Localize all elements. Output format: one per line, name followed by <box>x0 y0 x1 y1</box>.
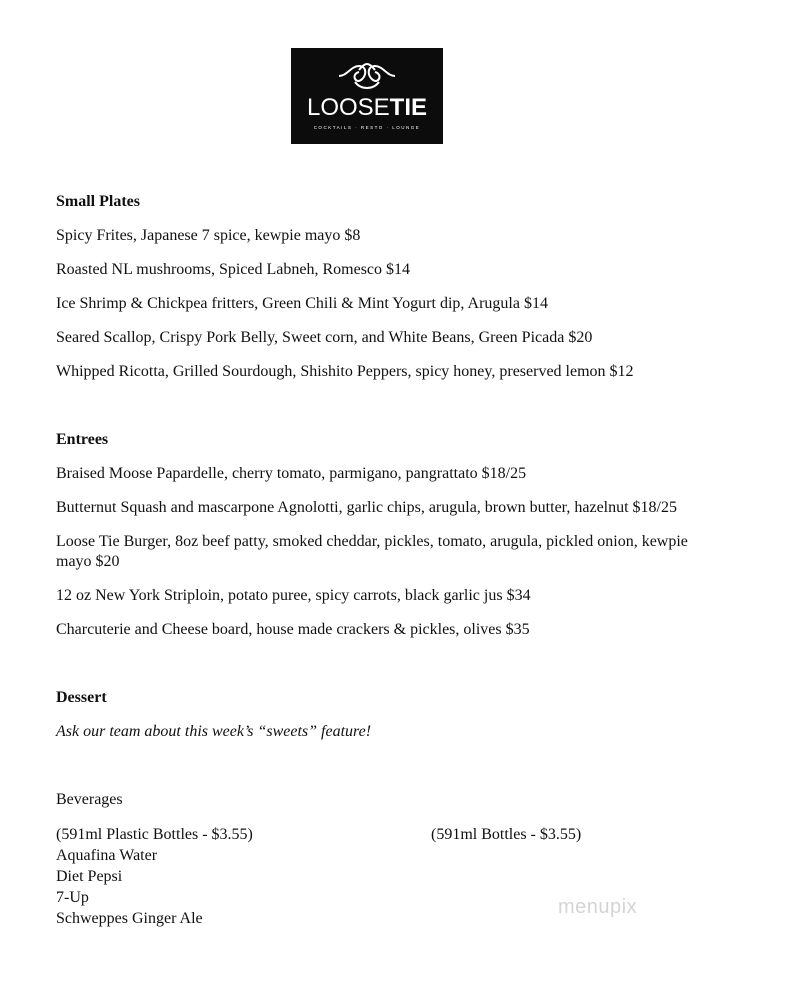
menu-item: 12 oz New York Striploin, potato puree, spicy carrots, black garlic jus $34 <box>56 587 531 604</box>
beverages-plastic-column <box>56 824 253 929</box>
beverage-item: Schweppes Ginger Ale <box>56 910 203 927</box>
menu-content <box>56 192 776 934</box>
beverages-plastic-header: (591ml Plastic Bottles - $3.55) <box>56 826 253 843</box>
menu-item: Braised Moose Papardelle, cherry tomato, parmigano, pangrattato $18/25 <box>56 465 527 482</box>
menupix-watermark: menupix <box>558 896 638 918</box>
menu-item: Loose Tie Burger, 8oz beef patty, smoked cheddar, pickles, tomato, arugula, pickled onion, kewpie mayo $20 <box>56 533 688 570</box>
menu-item: Butternut Squash and mascarpone Agnolotti, garlic chips, arugula, brown butter, hazelnut $18/25 <box>56 499 677 516</box>
dessert-note: Ask our team about this week’s “sweets” feature! <box>56 723 372 740</box>
logo-word-loose: LOOSE <box>306 94 390 121</box>
beverages-bottles-header: (591ml Bottles - $3.55) <box>431 826 582 843</box>
logo-word-tie: TIE <box>389 94 428 121</box>
beverage-item: 7-Up <box>56 889 89 906</box>
menu-item: Whipped Ricotta, Grilled Sourdough, Shishito Peppers, spicy honey, preserved lemon $12 <box>56 363 634 380</box>
beverage-item: Aquafina Water <box>56 847 158 864</box>
menu-item: Ice Shrimp & Chickpea fritters, Green Chili & Mint Yogurt dip, Arugula $14 <box>56 295 548 312</box>
knot-icon <box>337 60 397 92</box>
beverages-list <box>56 824 776 934</box>
beverage-item: Diet Pepsi <box>56 868 123 885</box>
dessert-heading: Dessert <box>56 689 107 706</box>
menu-item: Charcuterie and Cheese board, house made crackers & pickles, olives $35 <box>56 621 530 638</box>
menu-item: Roasted NL mushrooms, Spiced Labneh, Romesco $14 <box>56 261 411 278</box>
small-plates-heading: Small Plates <box>56 193 140 210</box>
menu-item: Spicy Frites, Japanese 7 spice, kewpie mayo $8 <box>56 227 361 244</box>
menu-item: Seared Scallop, Crispy Pork Belly, Sweet corn, and White Beans, Green Picada $20 <box>56 329 593 346</box>
beverages-bottles-column <box>431 824 581 845</box>
entrees-heading: Entrees <box>56 431 109 448</box>
logo-tagline: COCKTAILS · RESTO · LOUNGE <box>313 125 421 130</box>
loose-tie-logo <box>291 48 443 144</box>
logo-wordmark <box>291 94 443 122</box>
beverages-heading: Beverages <box>56 791 123 808</box>
